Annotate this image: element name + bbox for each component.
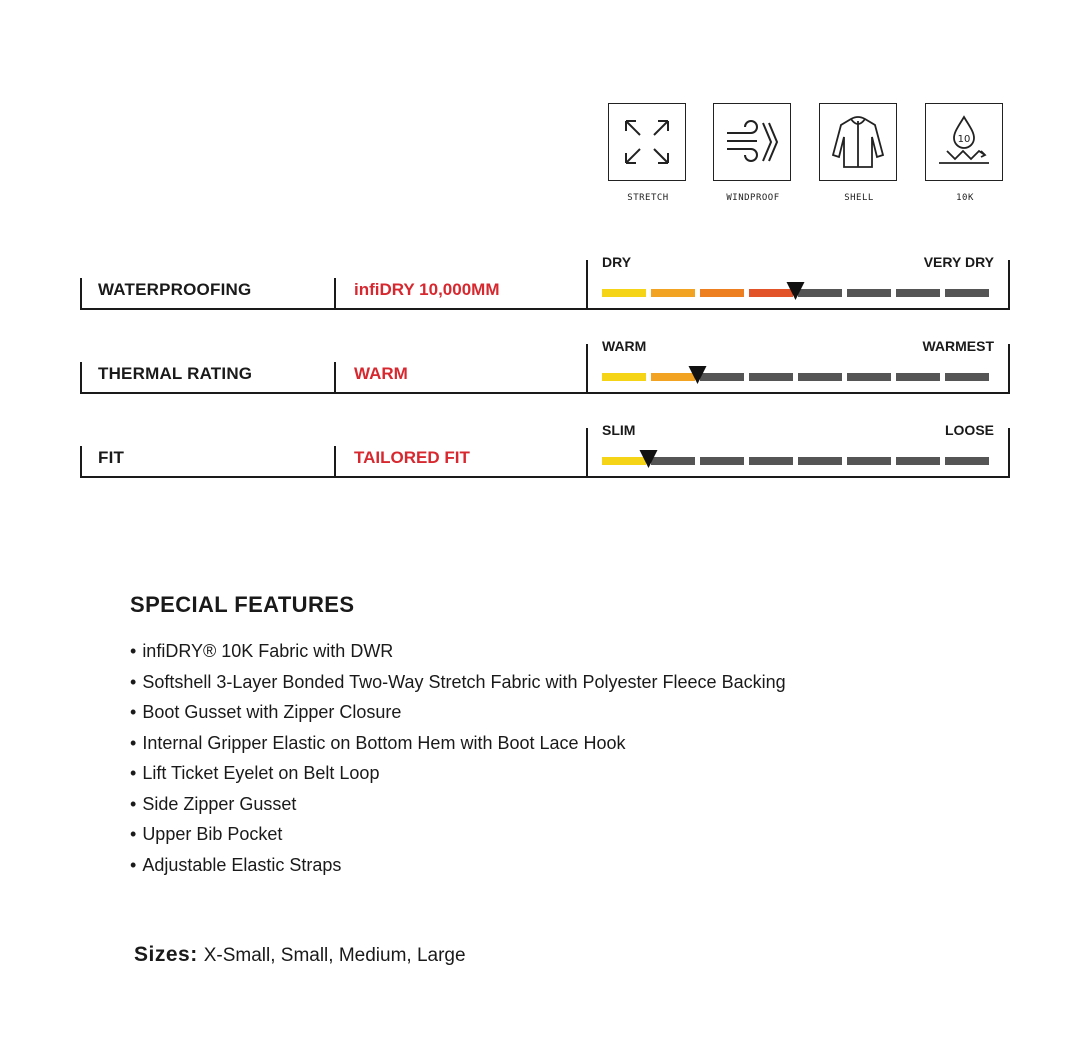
special-features — [130, 592, 1010, 880]
list-item: • Internal Gripper Elastic on Bottom Hem with Boot Lace Hook — [130, 732, 626, 753]
list-item: • Softshell 3-Layer Bonded Two-Way Stretch Fabric with Polyester Fleece Backing — [130, 671, 786, 692]
scale-low-label: SLIM — [602, 422, 636, 438]
rating-bar — [588, 280, 1008, 304]
empty-segment — [798, 289, 842, 297]
icon-label: STRETCH — [627, 193, 669, 203]
empty-segment — [749, 457, 793, 465]
icon-label: 10K — [956, 193, 974, 203]
windproof-icon — [721, 111, 783, 173]
feature-icons — [608, 103, 1013, 213]
empty-segment — [847, 457, 891, 465]
list-item: • infiDRY® 10K Fabric with DWR — [130, 641, 394, 661]
filled-segment — [651, 373, 695, 381]
scale-high-label: LOOSE — [944, 422, 994, 438]
empty-segment — [847, 289, 891, 297]
rating-scale — [586, 254, 1010, 310]
list-item: • Upper Bib Pocket — [130, 824, 283, 844]
filled-segment — [700, 289, 744, 297]
rating-value: TAILORED FIT — [354, 448, 470, 467]
sizes-value: X-Small, Small, Medium, Large — [203, 945, 466, 966]
rating-value: infiDRY 10,000MM — [354, 280, 500, 299]
waterproofing-row — [80, 254, 1010, 310]
scale-low-label: DRY — [602, 254, 632, 270]
empty-segment — [700, 373, 744, 381]
empty-segment — [896, 373, 940, 381]
thermal-rating-row — [80, 338, 1010, 394]
empty-segment — [651, 457, 695, 465]
filled-segment — [602, 289, 646, 297]
empty-segment — [945, 373, 989, 381]
sizes-line — [134, 943, 466, 967]
empty-segment — [700, 457, 744, 465]
scale-high-label: VERY DRY — [923, 254, 994, 270]
filled-segment — [651, 289, 695, 297]
rating-label: WATERPROOFING — [98, 280, 252, 299]
rating-value: WARM — [354, 364, 408, 383]
feature-list — [130, 636, 1010, 880]
windproof-feature — [713, 103, 793, 203]
10k-feature — [925, 103, 1005, 203]
shell-feature — [819, 103, 899, 203]
filled-segment — [749, 289, 793, 297]
rating-scale — [586, 422, 1010, 478]
empty-segment — [798, 457, 842, 465]
rating-label: FIT — [98, 448, 125, 467]
empty-segment — [896, 457, 940, 465]
stretch-icon — [616, 111, 678, 173]
fit-row — [80, 422, 1010, 478]
list-item: • Lift Ticket Eyelet on Belt Loop — [130, 763, 380, 783]
10k-badge: 10 — [957, 134, 971, 145]
stretch-feature — [608, 103, 688, 203]
list-item: • Side Zipper Gusset — [130, 793, 297, 814]
empty-segment — [798, 373, 842, 381]
icon-label: SHELL — [844, 193, 874, 203]
empty-segment — [847, 373, 891, 381]
empty-segment — [749, 373, 793, 381]
shell-icon — [827, 111, 889, 173]
section-title: SPECIAL FEATURES — [130, 592, 355, 617]
sizes-label: Sizes: — [134, 943, 198, 966]
scale-low-label: WARM — [602, 338, 647, 354]
icon-label: WINDPROOF — [726, 193, 780, 203]
filled-segment — [602, 457, 646, 465]
empty-segment — [896, 289, 940, 297]
scale-high-label: WARMEST — [922, 338, 994, 354]
rating-bar — [588, 448, 1008, 472]
list-item: • Boot Gusset with Zipper Closure — [130, 702, 402, 722]
empty-segment — [945, 289, 989, 297]
rating-label: THERMAL RATING — [98, 364, 253, 383]
rating-scale — [586, 338, 1010, 394]
list-item: • Adjustable Elastic Straps — [130, 854, 342, 875]
10k-icon — [933, 111, 995, 173]
filled-segment — [602, 373, 646, 381]
empty-segment — [945, 457, 989, 465]
rating-bar — [588, 364, 1008, 388]
